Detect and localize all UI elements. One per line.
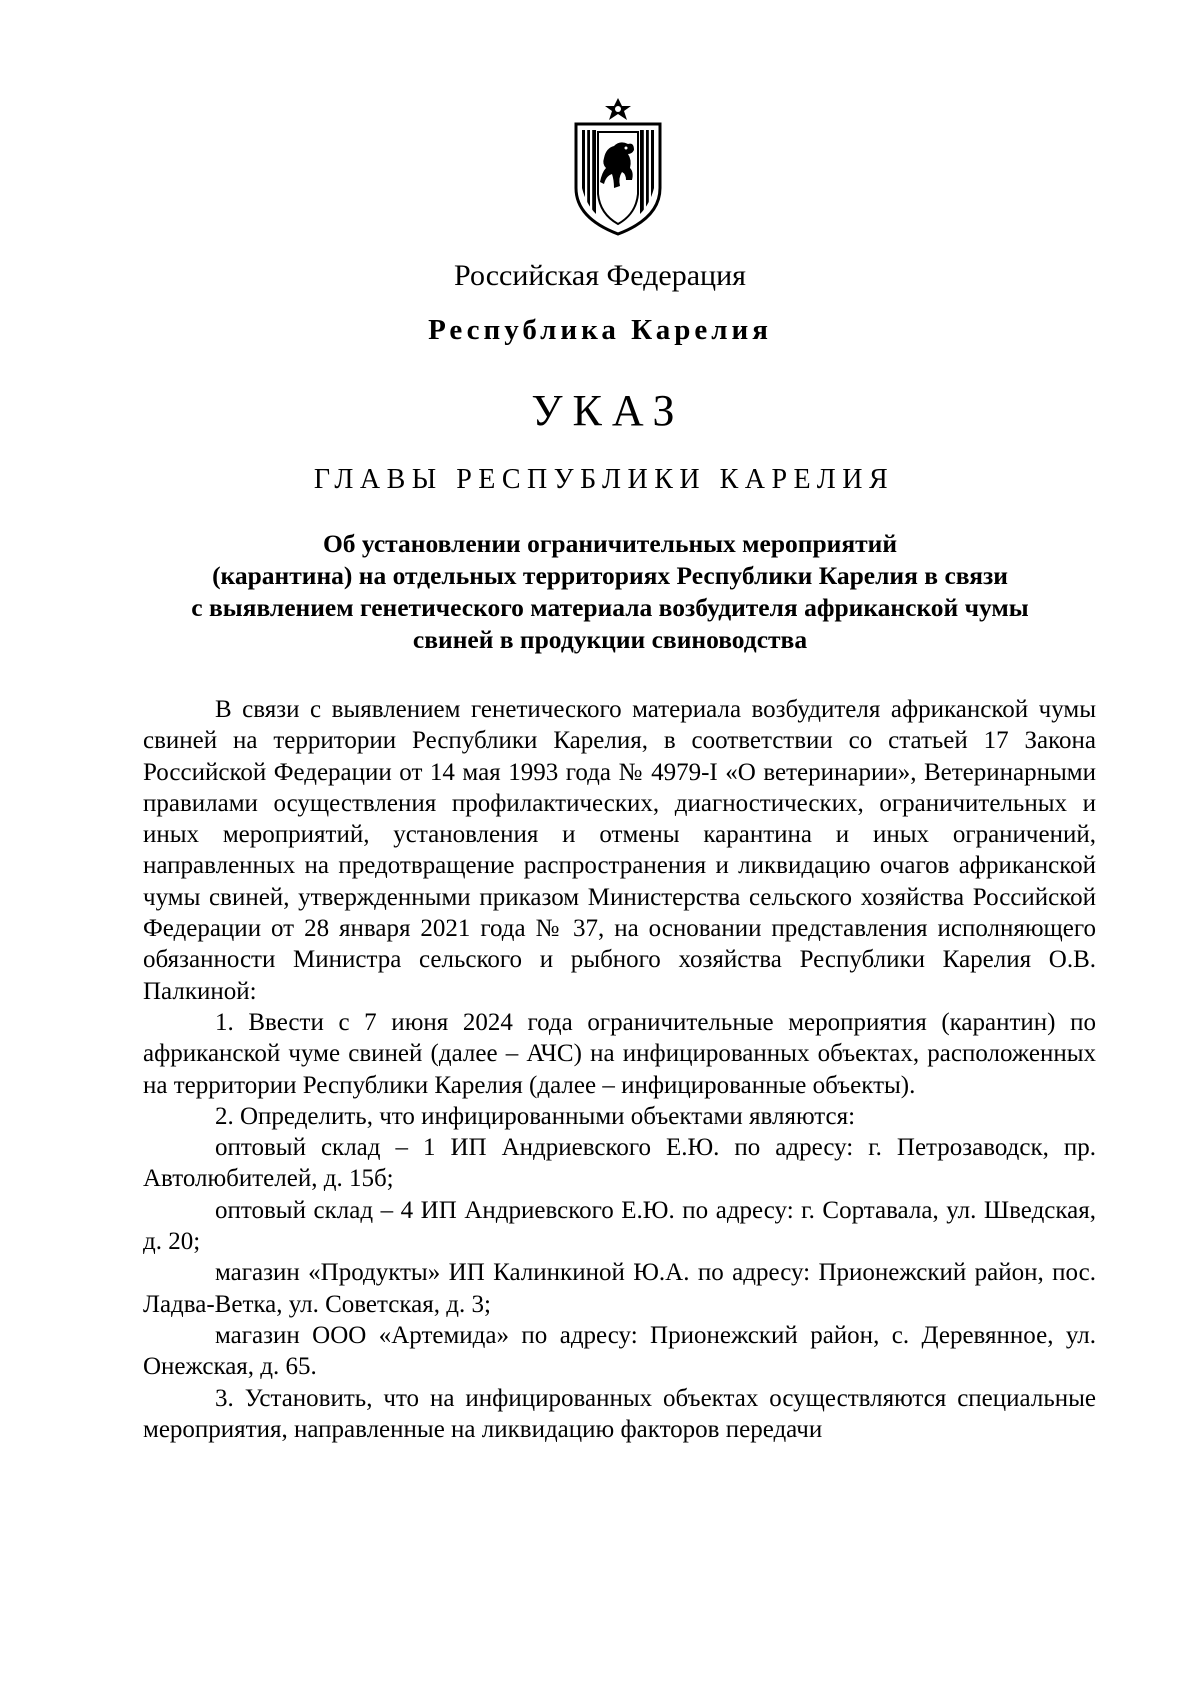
- decree-body: [143, 694, 1096, 1445]
- country-name: Российская Федерация: [454, 259, 746, 292]
- body-paragraph-item-2: 2. Определить, что инфицированными объектами являются:: [215, 1102, 856, 1130]
- body-paragraph-object-2: оптовый склад – 4 ИП Андриевского Е.Ю. по адресу: г. Сортавала, ул. Шведская, д. 20;: [143, 1196, 1096, 1256]
- body-paragraph-item-1: 1. Ввести с 7 июня 2024 года ограничительные мероприятия (карантин) по африканской чуме свиней (далее – АЧС) на инфицированных объектах, расположенных на территории Республики Карелия (далее – инфицированные объекты).: [143, 1008, 1096, 1099]
- title-line: с выявлением генетического материала возбудителя африканской чумы: [191, 593, 1029, 622]
- karelia-coat-of-arms-icon: [570, 96, 666, 236]
- body-paragraph-preamble: В связи с выявлением генетического материала возбудителя африканской чумы свиней на территории Республики Карелия, в соответствии со статьей 17 Закона Российской Федерации от 14 мая 1993 года № 4979-I «О ветеринарии», Ветеринарными правилами осуществления профилактических, диагностических, ограничительных и иных мероприятий, установления и отмены карантина и иных ограничений, направленных на предотвращение распространения и ликвидацию очагов африканской чумы свиней, утвержденными приказом Министерства сельского хозяйства Российской Федерации от 28 января 2021 года № 37, на основании представления исполняющего обязанности Министра сельского и рыбного хозяйства Республики Карелия О.В. Палкиной:: [143, 696, 1096, 1005]
- body-paragraph-item-3: 3. Установить, что на инфицированных объектах осуществляются специальные мероприятия, направленные на ликвидацию факторов передачи: [143, 1384, 1096, 1443]
- body-paragraph-object-1: оптовый склад – 1 ИП Андриевского Е.Ю. по адресу: г. Петрозаводск, пр. Автолюбителей, д. 15б;: [143, 1134, 1096, 1193]
- decree-title: [140, 528, 1080, 656]
- title-line: свиней в продукции свиноводства: [412, 625, 808, 654]
- body-paragraph-object-3: магазин «Продукты» ИП Калинкиной Ю.А. по адресу: Прионежский район, пос. Ладва-Ветка, ул. Советская, д. 3;: [143, 1259, 1096, 1318]
- issuer-title: ГЛАВЫ РЕСПУБЛИКИ КАРЕЛИЯ: [313, 464, 895, 495]
- body-paragraph-object-4: магазин ООО «Артемида» по адресу: Прионежский район, с. Деревянное, ул. Онежская, д. 65.: [143, 1321, 1096, 1381]
- title-line: (карантина) на отдельных территориях Республики Карелия в связи: [212, 561, 1008, 590]
- title-line: Об установлении ограничительных мероприятий: [322, 529, 898, 558]
- document-type: УКАЗ: [531, 386, 685, 435]
- republic-name: Республика Карелия: [428, 314, 772, 346]
